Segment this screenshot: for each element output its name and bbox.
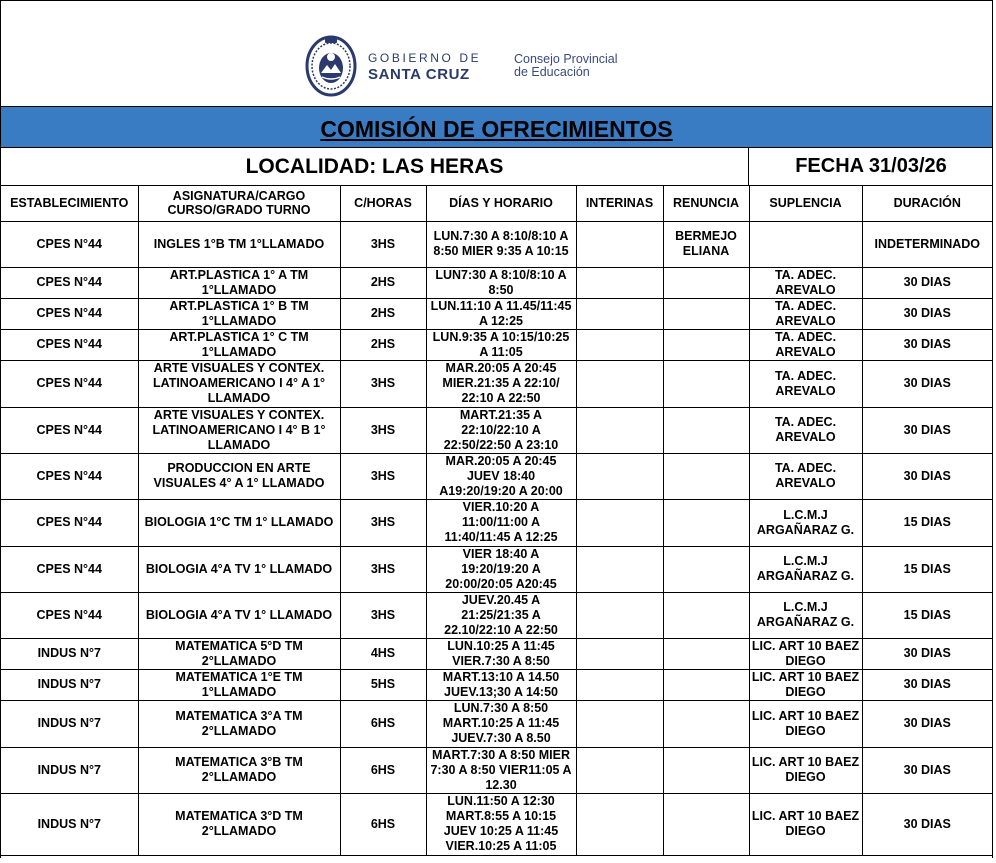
suplencia-cell: LIC. ART 10 BAEZ DIEGO [749,700,862,747]
establecimiento-cell: CPES N°44 [1,360,138,407]
renuncia-cell [663,329,749,360]
col-header: DÍAS Y HORARIO [426,186,576,221]
horas-cell: 6HS [340,793,426,855]
consejo-wordmark [514,53,618,79]
dias-horario-cell: MART.13:10 A 14.50 JUEV.13;30 A 14:50 [426,669,576,700]
interinas-cell [576,546,663,592]
provincial-seal-icon [305,35,357,97]
horas-cell: 6HS [340,700,426,747]
suplencia-cell: TA. ADEC. AREVALO [749,407,862,453]
asignatura-cell: ARTE VISUALES Y CONTEX. LATINOAMERICANO I 4° A 1° LLAMADO [138,360,340,407]
establecimiento-cell: INDUS N°7 [1,747,138,793]
consejo-line2: de Educación [514,65,590,79]
table-row [1,407,992,453]
duracion-cell: 30 DIAS [862,407,992,453]
duracion-cell: 30 DIAS [862,298,992,329]
interinas-cell [576,407,663,453]
duracion-cell: 30 DIAS [862,793,992,855]
renuncia-cell [663,638,749,669]
localidad-row [1,148,992,186]
col-header: ASIGNATURA/CARGO CURSO/GRADO TURNO [138,186,340,221]
title-band [1,107,992,148]
dias-horario-cell: LUN.11:10 A 11.45/11:45 A 12:25 [426,298,576,329]
establecimiento-cell: CPES N°44 [1,499,138,546]
interinas-cell [576,793,663,855]
establecimiento-cell: INDUS N°7 [1,700,138,747]
suplencia-cell [749,221,862,267]
establecimiento-cell: CPES N°44 [1,221,138,267]
col-header: INTERINAS [576,186,663,221]
consejo-line1: Consejo Provincial [514,52,618,66]
horas-cell: 3HS [340,546,426,592]
asignatura-cell: ART.PLASTICA 1° C TM 1°LLAMADO [138,329,340,360]
establecimiento-cell: INDUS N°7 [1,638,138,669]
interinas-cell [576,747,663,793]
suplencia-cell: L.C.M.J ARGAÑARAZ G. [749,499,862,546]
renuncia-cell [663,747,749,793]
duracion-cell: 30 DIAS [862,700,992,747]
suplencia-cell: L.C.M.J ARGAÑARAZ G. [749,592,862,638]
asignatura-cell: MATEMATICA 3°D TM 2°LLAMADO [138,793,340,855]
table-row [1,700,992,747]
col-header: ESTABLECIMIENTO [1,186,138,221]
suplencia-cell: LIC. ART 10 BAEZ DIEGO [749,638,862,669]
suplencia-cell: TA. ADEC. AREVALO [749,267,862,298]
suplencia-cell: TA. ADEC. AREVALO [749,453,862,499]
suplencia-cell: L.C.M.J ARGAÑARAZ G. [749,546,862,592]
table-row [1,453,992,499]
suplencia-cell: LIC. ART 10 BAEZ DIEGO [749,793,862,855]
horas-cell: 3HS [340,453,426,499]
asignatura-cell: MATEMATICA 1°E TM 1°LLAMADO [138,669,340,700]
duracion-cell: 30 DIAS [862,267,992,298]
table-row [1,298,992,329]
asignatura-cell: PRODUCCION EN ARTE VISUALES 4° A 1° LLAMADO [138,453,340,499]
horas-cell: 3HS [340,221,426,267]
dias-horario-cell: MAR.20:05 A 20:45 MIER.21:35 A 22:10/ 22:10 A 22:50 [426,360,576,407]
interinas-cell [576,298,663,329]
asignatura-cell: MATEMATICA 3°A TM 2°LLAMADO [138,700,340,747]
dias-horario-cell: LUN.11:50 A 12:30 MART.8:55 A 10:15 JUEV 10:25 A 11:45 VIER.10:25 A 11:05 [426,793,576,855]
asignatura-cell: ART.PLASTICA 1° A TM 1°LLAMADO [138,267,340,298]
duracion-cell: 30 DIAS [862,747,992,793]
table-row [1,360,992,407]
establecimiento-cell: CPES N°44 [1,453,138,499]
renuncia-cell [663,669,749,700]
renuncia-cell [663,298,749,329]
duracion-cell: 30 DIAS [862,453,992,499]
asignatura-cell: MATEMATICA 5°D TM 2°LLAMADO [138,638,340,669]
dias-horario-cell: LUN.7:30 A 8:50 MART.10:25 A 11:45 JUEV.7:30 A 8.50 [426,700,576,747]
duracion-cell: 15 DIAS [862,499,992,546]
horas-cell: 3HS [340,499,426,546]
duracion-cell: 15 DIAS [862,592,992,638]
interinas-cell [576,453,663,499]
horas-cell: 2HS [340,267,426,298]
renuncia-cell [663,546,749,592]
table-row [1,546,992,592]
dias-horario-cell: LUN7:30 A 8:10/8:10 A 8:50 [426,267,576,298]
gobierno-line2: SANTA CRUZ [368,66,470,83]
duracion-cell: 15 DIAS [862,546,992,592]
duracion-cell: 30 DIAS [862,638,992,669]
renuncia-cell [663,793,749,855]
renuncia-cell [663,407,749,453]
table-row [1,221,992,267]
suplencia-cell: LIC. ART 10 BAEZ DIEGO [749,747,862,793]
interinas-cell [576,592,663,638]
interinas-cell [576,638,663,669]
fecha-label: FECHA 31/03/26 [795,155,947,177]
table-row [1,638,992,669]
horas-cell: 4HS [340,638,426,669]
horas-cell: 2HS [340,329,426,360]
gobierno-wordmark [368,51,498,83]
establecimiento-cell: CPES N°44 [1,267,138,298]
col-header: RENUNCIA [663,186,749,221]
dias-horario-cell: VIER 18:40 A 19:20/19:20 A 20:00/20:05 A20:45 [426,546,576,592]
suplencia-cell: TA. ADEC. AREVALO [749,329,862,360]
page-title: COMISIÓN DE OFRECIMIENTOS [320,116,673,142]
renuncia-cell [663,700,749,747]
renuncia-cell [663,453,749,499]
interinas-cell [576,669,663,700]
suplencia-cell: LIC. ART 10 BAEZ DIEGO [749,669,862,700]
table-row [1,329,992,360]
interinas-cell [576,267,663,298]
horas-cell: 6HS [340,747,426,793]
asignatura-cell: BIOLOGIA 4°A TV 1° LLAMADO [138,546,340,592]
dias-horario-cell: VIER.10:20 A 11:00/11:00 A 11:40/11:45 A 12:25 [426,499,576,546]
interinas-cell [576,700,663,747]
table-row [1,669,992,700]
renuncia-cell: BERMEJO ELIANA [663,221,749,267]
table-row [1,267,992,298]
horas-cell: 5HS [340,669,426,700]
establecimiento-cell: CPES N°44 [1,546,138,592]
dias-horario-cell: MART.21:35 A 22:10/22:10 A 22:50/22:50 A 23:10 [426,407,576,453]
col-header: SUPLENCIA [749,186,862,221]
renuncia-cell [663,499,749,546]
establecimiento-cell: CPES N°44 [1,298,138,329]
asignatura-cell: MATEMATICA 3°B TM 2°LLAMADO [138,747,340,793]
table-row [1,793,992,855]
asignatura-cell: ART.PLASTICA 1° B TM 1°LLAMADO [138,298,340,329]
interinas-cell [576,499,663,546]
dias-horario-cell: LUN.9:35 A 10:15/10:25 A 11:05 [426,329,576,360]
gobierno-line1: GOBIERNO DE [368,51,482,65]
col-header: DURACIÓN [862,186,992,221]
duracion-cell: 30 DIAS [862,329,992,360]
table-body [1,221,992,855]
interinas-cell [576,329,663,360]
establecimiento-cell: INDUS N°7 [1,793,138,855]
dias-horario-cell: LUN.7:30 A 8:10/8:10 A 8:50 MIER 9:35 A 10:15 [426,221,576,267]
table-row [1,592,992,638]
renuncia-cell [663,267,749,298]
table-row [1,747,992,793]
asignatura-cell: ARTE VISUALES Y CONTEX. LATINOAMERICANO I 4° B 1° LLAMADO [138,407,340,453]
horas-cell: 3HS [340,592,426,638]
dias-horario-cell: MAR.20:05 A 20:45 JUEV 18:40 A19:20/19:20 A 20:00 [426,453,576,499]
asignatura-cell: BIOLOGIA 4°A TV 1° LLAMADO [138,592,340,638]
logo-header [1,1,992,107]
duracion-cell: 30 DIAS [862,669,992,700]
asignatura-cell: BIOLOGIA 1°C TM 1° LLAMADO [138,499,340,546]
suplencia-cell: TA. ADEC. AREVALO [749,360,862,407]
table-row [1,499,992,546]
dias-horario-cell: JUEV.20.45 A 21:25/21:35 A 22.10/22:10 A 22:50 [426,592,576,638]
col-header: C/HORAS [340,186,426,221]
suplencia-cell: TA. ADEC. AREVALO [749,298,862,329]
ofrecimientos-table [1,186,992,856]
establecimiento-cell: CPES N°44 [1,407,138,453]
dias-horario-cell: MART.7:30 A 8:50 MIER 7:30 A 8:50 VIER11:05 A 12.30 [426,747,576,793]
duracion-cell: 30 DIAS [862,360,992,407]
interinas-cell [576,221,663,267]
establecimiento-cell: CPES N°44 [1,329,138,360]
horas-cell: 3HS [340,407,426,453]
establecimiento-cell: INDUS N°7 [1,669,138,700]
localidad-label: LOCALIDAD: LAS HERAS [1,148,749,185]
horas-cell: 2HS [340,298,426,329]
asignatura-cell: INGLES 1°B TM 1°LLAMADO [138,221,340,267]
renuncia-cell [663,360,749,407]
interinas-cell [576,360,663,407]
duracion-cell: INDETERMINADO [862,221,992,267]
establecimiento-cell: CPES N°44 [1,592,138,638]
dias-horario-cell: LUN.10:25 A 11:45 VIER.7:30 A 8:50 [426,638,576,669]
renuncia-cell [663,592,749,638]
horas-cell: 3HS [340,360,426,407]
table-header-row [1,186,992,221]
